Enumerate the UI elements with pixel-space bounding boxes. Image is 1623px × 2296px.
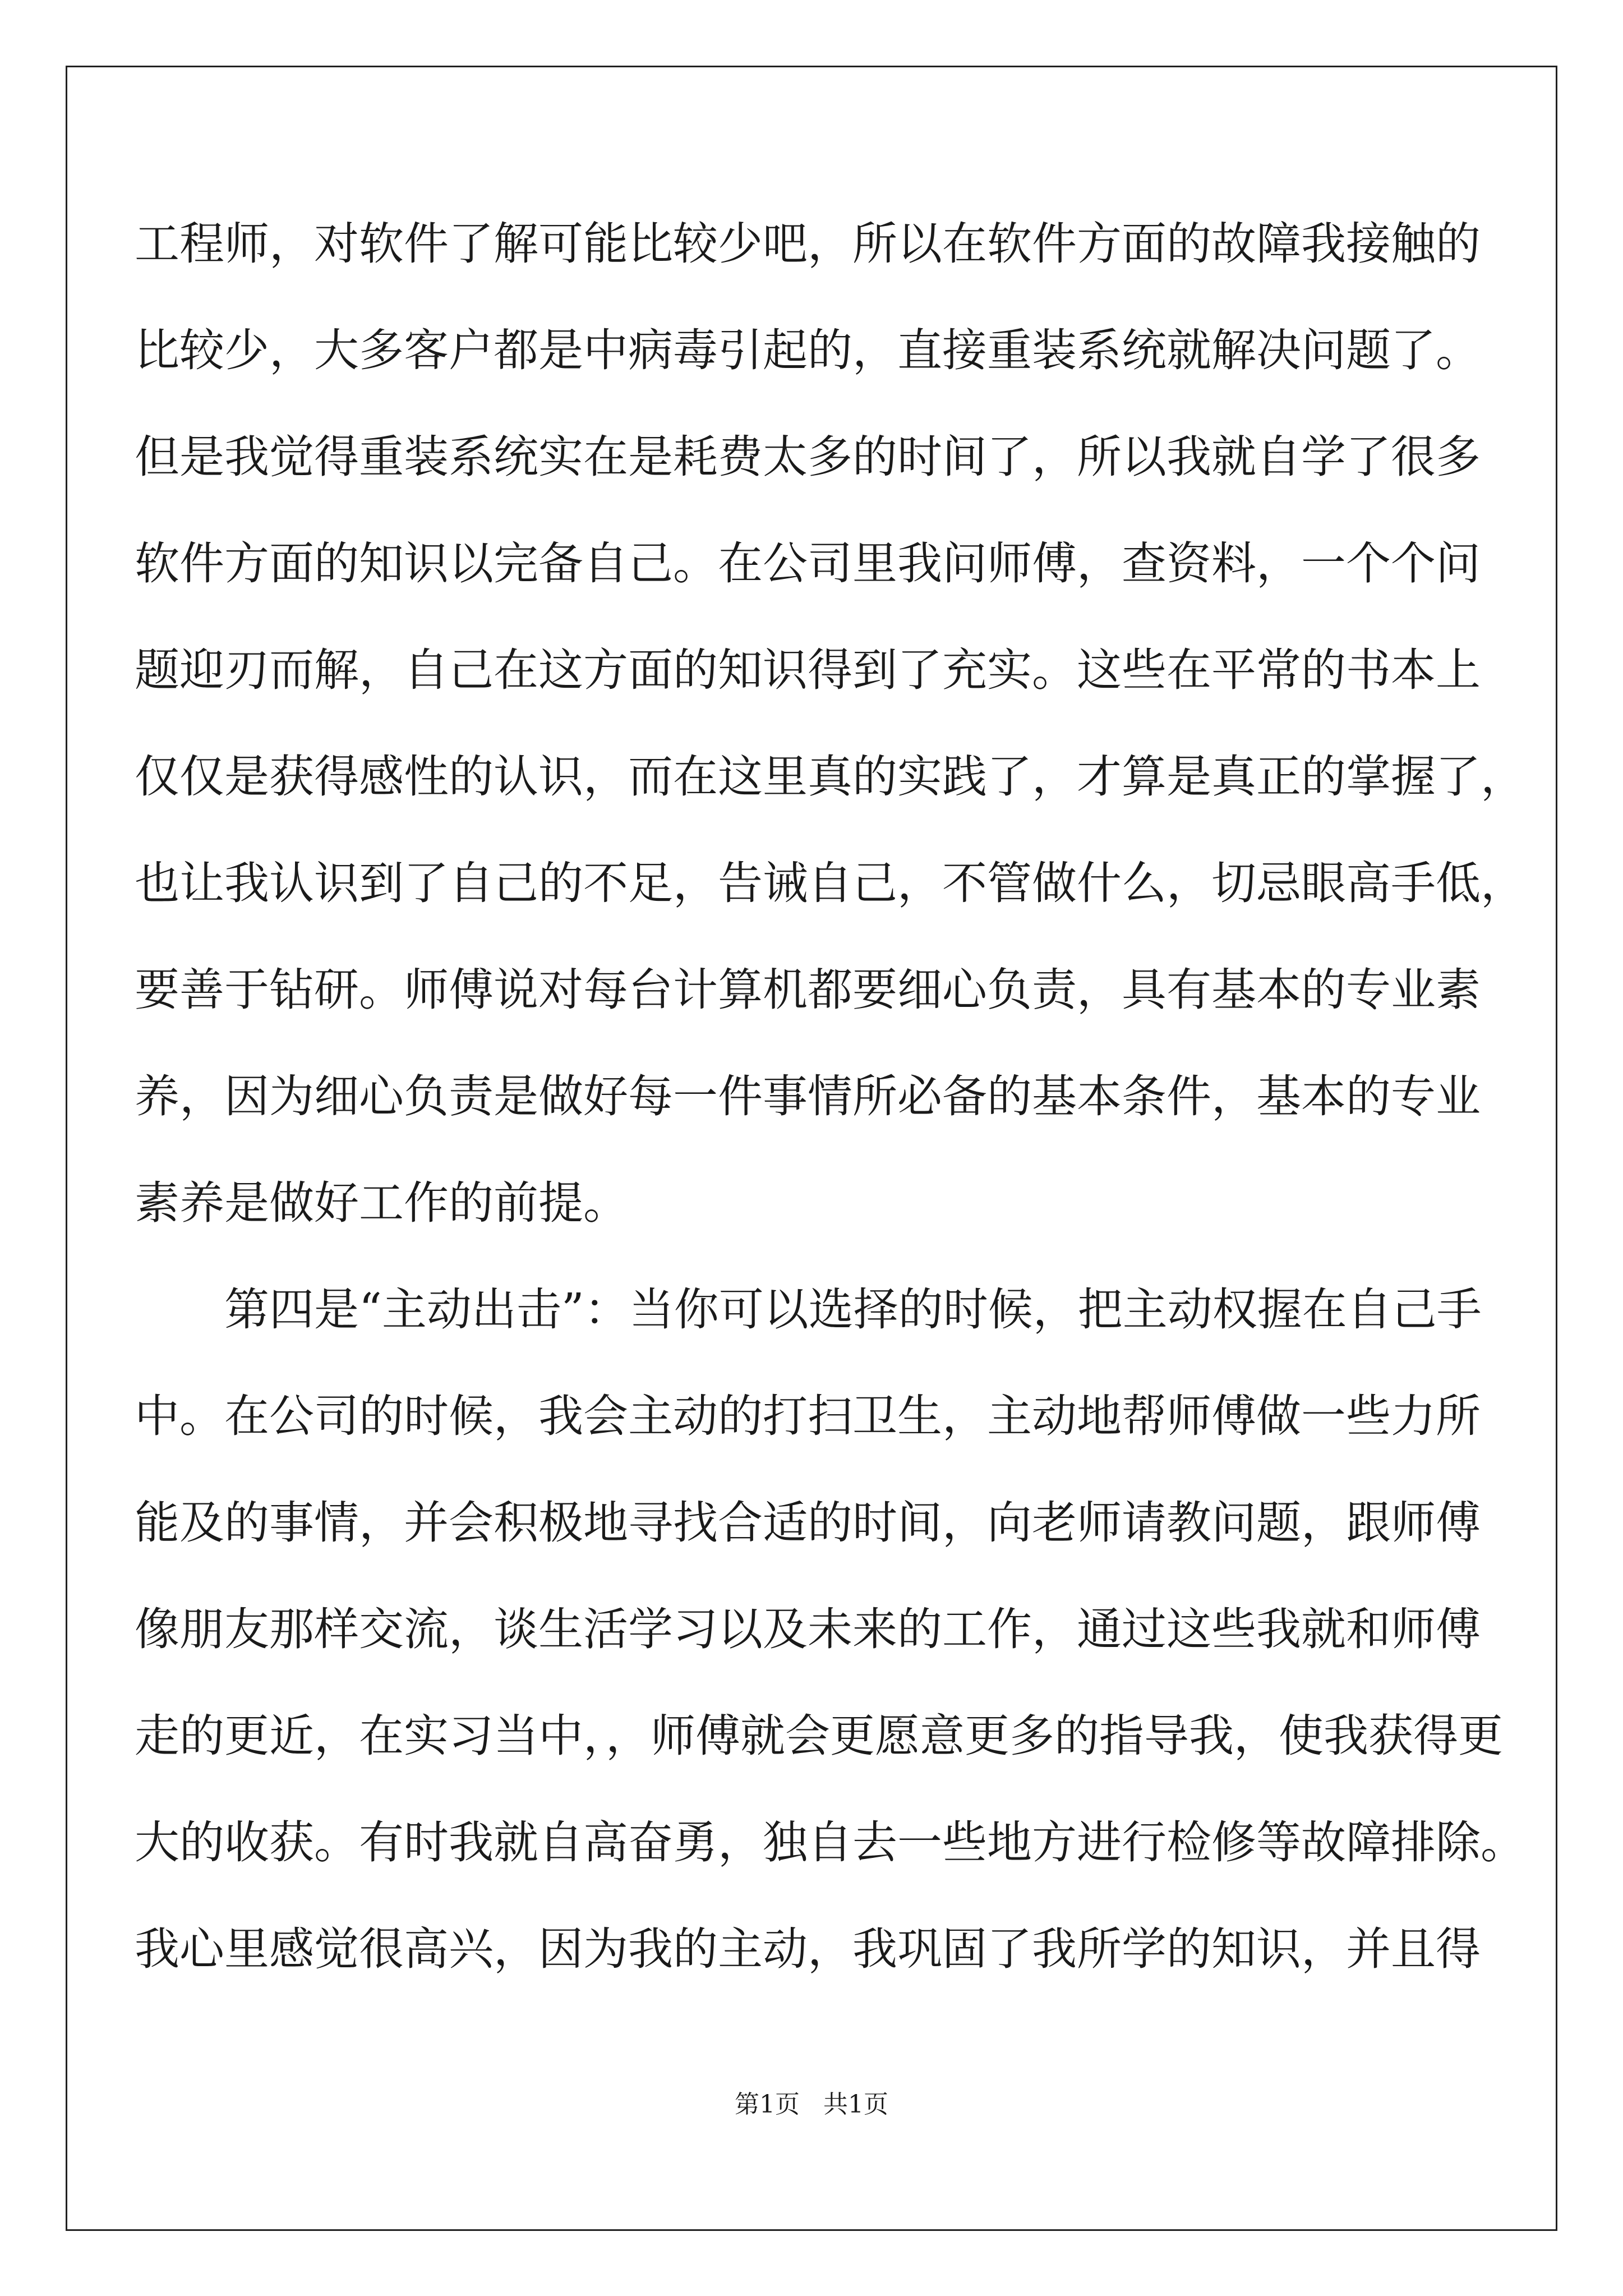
text-line: 像朋友那样交流，谈生活学习以及未来的工作，通过这些我就和师傅: [135, 1603, 1481, 1655]
text-line: 软件方面的知识以完备自己。在公司里我问师傅，查资料，一个个问: [135, 537, 1481, 590]
page-number-footer: 第1页 共1页: [735, 2090, 888, 2119]
text-line: 养，因为细心负责是做好每一件事情所必备的基本条件，基本的专业: [135, 1070, 1481, 1122]
text-line: 题迎刃而解，自己在这方面的知识得到了充实。这些在平常的书本上: [135, 644, 1481, 696]
text-line: 工程师，对软件了解可能比较少吧，所以在软件方面的故障我接触的: [135, 218, 1481, 270]
text-line: 但是我觉得重装系统实在是耗费太多的时间了，所以我就自学了很多: [135, 431, 1481, 483]
text-line: 仅仅是获得感性的认识，而在这里真的实践了，才算是真正的掌握了，: [135, 751, 1525, 803]
text-line: 也让我认识到了自己的不足，告诫自己，不管做什么，切忌眼高手低，: [135, 857, 1525, 909]
text-line: 中。在公司的时候，我会主动的打扫卫生，主动地帮师傅做一些力所: [135, 1390, 1481, 1442]
text-line: 我心里感觉很高兴，因为我的主动，我巩固了我所学的知识，并且得: [135, 1923, 1481, 1975]
text-line: 比较少，大多客户都是中病毒引起的，直接重装系统就解决问题了。: [135, 324, 1481, 376]
text-line: 素养是做好工作的前提。: [135, 1177, 628, 1229]
text-line: 能及的事情，并会积极地寻找合适的时间，向老师请教问题，跟师傅: [135, 1497, 1481, 1549]
document-body: [135, 191, 1525, 2003]
paragraph-start-line: 第四是“主动出击”：当你可以选择的时候，把主动权握在自己手: [224, 1283, 1482, 1336]
text-line: 走的更近，在实习当中，，师傅就会更愿意更多的指导我，使我获得更: [135, 1710, 1503, 1762]
text-line: 要善于钻研。师傅说对每台计算机都要细心负责，具有基本的专业素: [135, 964, 1481, 1016]
text-line: 大的收获。有时我就自高奋勇，独自去一些地方进行检修等故障排除。: [135, 1816, 1525, 1869]
